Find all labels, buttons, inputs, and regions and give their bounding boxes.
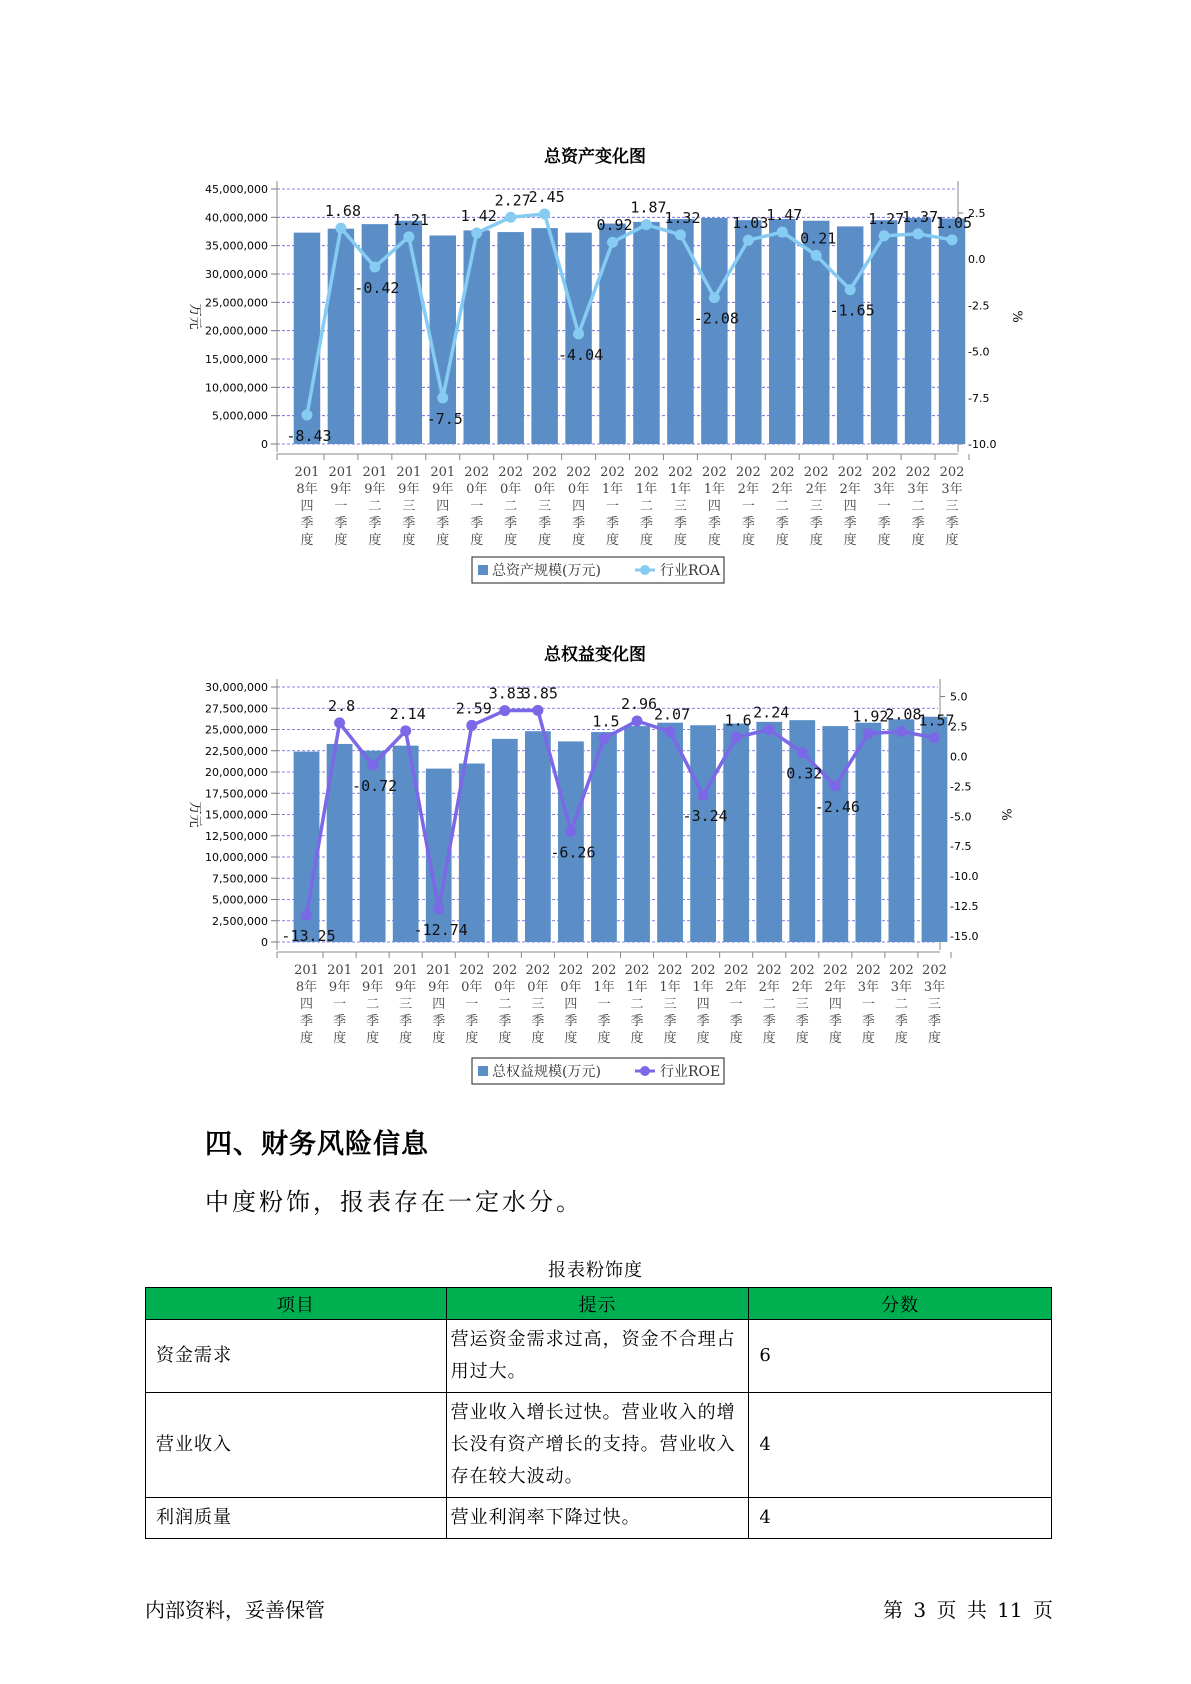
line-point (466, 720, 477, 731)
row-score: 4 (749, 1393, 1052, 1498)
left-tick-label: 25,000,000 (205, 296, 268, 310)
right-axis-unit: % (998, 808, 1013, 821)
x-tick-label: 201 9年四季度 (430, 465, 456, 548)
x-tick-label: 202 3年二季度 (905, 465, 931, 548)
left-tick-label: 45,000,000 (205, 183, 268, 196)
x-tick-label: 201 9年一季度 (328, 465, 354, 548)
line-point (403, 231, 414, 242)
x-tick-label: 202 0年三季度 (525, 963, 551, 1046)
bar (396, 221, 422, 444)
data-label: 1.5 (592, 712, 620, 731)
data-label: 3.85 (521, 684, 558, 703)
line-point (797, 747, 808, 758)
left-tick-label: 0 (261, 438, 268, 451)
line-point (929, 732, 940, 743)
legend-bar-label: 总资产规模(万元) (492, 563, 601, 579)
right-tick-label: 0.0 (950, 750, 968, 764)
x-tick-label: 201 9年三季度 (396, 465, 422, 548)
data-label: 2.45 (528, 187, 565, 206)
data-label: 2.08 (885, 705, 922, 724)
data-label: -6.26 (550, 843, 596, 862)
line-point (532, 705, 543, 716)
data-label: 1.37 (902, 207, 939, 226)
bar (905, 218, 931, 444)
header-score: 分数 (749, 1288, 1052, 1320)
data-label: -1.65 (829, 301, 875, 320)
left-tick-label: 27,500,000 (205, 702, 268, 716)
x-tick-label: 202 3年三季度 (939, 465, 965, 548)
bar (701, 218, 727, 444)
legend-line-label: 行业ROE (660, 1064, 721, 1080)
data-label: -2.08 (693, 309, 739, 328)
x-tick-label: 202 1年四季度 (690, 963, 716, 1046)
right-tick-label: -10.0 (950, 870, 979, 884)
line-point (369, 261, 380, 272)
line-point (632, 716, 643, 727)
line-point (335, 223, 346, 234)
x-tick-label: 202 3年一季度 (871, 465, 897, 548)
bar (837, 226, 863, 444)
data-label: 2.07 (654, 705, 691, 724)
right-tick-label: 5.0 (950, 690, 968, 704)
footer-page-number: 第 3 页 共 11 页 (883, 1598, 1053, 1622)
data-label: 1.57 (918, 711, 955, 730)
legend-line-label: 行业ROA (660, 563, 721, 579)
x-tick-label: 202 1年一季度 (600, 465, 625, 548)
x-tick-label: 201 9年一季度 (327, 963, 352, 1046)
line-point (947, 234, 958, 245)
x-tick-label: 202 3年三季度 (922, 963, 947, 1046)
line-point (334, 717, 345, 728)
table-row (146, 1320, 1052, 1393)
line-point (505, 212, 516, 223)
line-point (598, 733, 609, 744)
bar (459, 764, 485, 943)
data-label: 1.68 (324, 202, 361, 221)
legend-line-marker (640, 565, 650, 575)
data-label: 1.32 (664, 208, 701, 227)
bar (633, 222, 659, 444)
data-label: 1.21 (392, 210, 429, 229)
line-point (743, 235, 754, 246)
line-point (764, 724, 775, 735)
x-tick-label: 202 0年四季度 (558, 963, 584, 1046)
data-label: 2.59 (455, 699, 492, 718)
left-tick-label: 40,000,000 (205, 211, 268, 225)
line-point (499, 705, 510, 716)
data-label: 2.14 (389, 704, 426, 723)
data-label: -7.5 (426, 409, 463, 428)
risk-summary: 中度粉饰，报表存在一定水分。 (205, 1188, 583, 1216)
line-point (698, 790, 709, 801)
row-item: 营业收入 (146, 1393, 447, 1498)
bar (939, 218, 965, 444)
left-tick-label: 15,000,000 (205, 808, 268, 822)
line-point (665, 726, 676, 737)
left-tick-label: 22,500,000 (205, 744, 268, 758)
right-tick-label: -5.0 (950, 810, 972, 824)
right-tick-label: -10.0 (968, 438, 997, 451)
right-tick-label: 2.5 (968, 207, 986, 221)
x-tick-label: 202 2年四季度 (822, 963, 848, 1046)
data-label: -13.25 (281, 927, 336, 946)
x-tick-label: 202 2年三季度 (789, 963, 815, 1046)
x-tick-label: 201 9年二季度 (360, 963, 386, 1046)
left-tick-label: 5,000,000 (212, 409, 268, 423)
line-point (709, 292, 720, 303)
right-axis-unit: % (1009, 310, 1024, 323)
row-hint: 营业利润率下降过快。 (446, 1498, 749, 1539)
line-point (471, 227, 482, 238)
line-point (573, 328, 584, 339)
line-point (607, 237, 618, 248)
line-point (879, 230, 890, 241)
left-tick-label: 10,000,000 (205, 851, 268, 864)
data-label: 2.24 (753, 703, 790, 722)
line-point (863, 728, 874, 739)
data-label: 1.47 (766, 206, 803, 225)
legend-bar-label: 总权益规模(万元) (492, 1064, 601, 1080)
line-point (367, 760, 378, 771)
data-label: 2.8 (328, 696, 356, 715)
line-point (913, 228, 924, 239)
header-item: 项目 (146, 1288, 447, 1320)
left-axis-unit: 万元 (187, 801, 202, 828)
x-tick-label: 201 9年二季度 (362, 465, 388, 548)
right-tick-label: -5.0 (968, 345, 990, 359)
line-point (731, 732, 742, 743)
left-tick-label: 7,500,000 (212, 872, 268, 886)
x-tick-label: 202 1年三季度 (668, 465, 693, 548)
line-point (539, 208, 550, 219)
line-point (845, 284, 856, 295)
left-tick-label: 15,000,000 (205, 353, 268, 366)
table-header-row (146, 1288, 1052, 1320)
x-tick-label: 201 8年四季度 (294, 465, 320, 548)
data-label: -2.46 (814, 797, 860, 816)
bar (558, 741, 584, 942)
bar (525, 731, 551, 942)
bar (922, 717, 948, 942)
left-tick-label: 12,500,000 (205, 829, 268, 843)
bar (463, 230, 489, 444)
data-label: 1.87 (630, 198, 667, 217)
data-label: 1.42 (460, 206, 497, 225)
table-row (146, 1498, 1052, 1539)
line-point (830, 780, 841, 791)
bar (492, 739, 518, 942)
right-tick-label: 0.0 (968, 253, 986, 267)
line-point (400, 725, 411, 736)
bar (328, 229, 354, 444)
row-item: 利润质量 (146, 1498, 447, 1539)
x-tick-label: 202 0年二季度 (492, 963, 518, 1046)
bar (497, 232, 523, 444)
data-label: -8.43 (286, 426, 332, 445)
x-tick-label: 201 8年四季度 (294, 963, 319, 1046)
line-point (301, 409, 312, 420)
data-label: -12.74 (413, 920, 468, 939)
chart-title: 总资产变化图 (544, 147, 646, 167)
left-tick-label: 5,000,000 (212, 893, 268, 907)
bar (657, 723, 683, 942)
bar (889, 719, 915, 942)
legend-bar-swatch (478, 565, 488, 575)
data-label: -0.72 (352, 777, 398, 796)
data-label: 1.92 (852, 707, 889, 726)
x-tick-label: 202 1年三季度 (657, 963, 683, 1046)
x-tick-label: 202 0年四季度 (566, 465, 591, 548)
left-tick-label: 35,000,000 (205, 239, 268, 253)
right-tick-label: -12.5 (950, 900, 979, 914)
row-hint: 营运资金需求过高，资金不合理占用过大。 (446, 1320, 749, 1393)
chart-title: 总权益变化图 (544, 645, 646, 665)
left-tick-label: 17,500,000 (205, 787, 268, 801)
right-tick-label: 2.5 (950, 720, 968, 734)
x-tick-label: 202 2年二季度 (756, 963, 782, 1046)
bar (756, 722, 782, 942)
row-score: 4 (749, 1498, 1052, 1539)
total-assets-chart (0, 140, 1191, 600)
data-label: -0.42 (354, 278, 400, 297)
bar (855, 723, 881, 942)
line-point (433, 903, 444, 914)
data-label: -4.04 (557, 345, 604, 364)
line-point (811, 250, 822, 261)
right-tick-label: -7.5 (950, 840, 972, 854)
left-tick-label: 0 (261, 936, 268, 949)
x-tick-label: 201 9年四季度 (426, 963, 452, 1046)
footer-confidential: 内部资料，妥善保管 (145, 1598, 325, 1622)
line-point (301, 910, 312, 921)
data-label: 2.27 (494, 191, 531, 210)
table-row (146, 1393, 1052, 1498)
data-label: 1.03 (732, 214, 769, 233)
x-tick-label: 202 2年三季度 (803, 465, 829, 548)
total-equity-chart-svg (0, 638, 1191, 1090)
line-point (565, 826, 576, 837)
x-tick-label: 202 0年一季度 (459, 963, 485, 1046)
left-axis-unit: 万元 (187, 303, 202, 330)
left-tick-label: 2,500,000 (212, 914, 268, 928)
right-tick-label: -15.0 (950, 930, 979, 944)
data-label: 2.96 (620, 695, 658, 713)
x-tick-label: 202 1年二季度 (624, 963, 650, 1046)
total-equity-chart (0, 638, 1191, 1090)
x-tick-label: 202 2年二季度 (769, 465, 795, 548)
bar (624, 726, 650, 942)
right-tick-label: -7.5 (968, 391, 990, 405)
left-tick-label: 20,000,000 (205, 324, 268, 338)
window-dressing-table (145, 1287, 1052, 1539)
line-point (641, 219, 652, 230)
bar (822, 726, 848, 942)
x-tick-label: 202 1年二季度 (634, 465, 659, 548)
legend-bar-swatch (478, 1066, 488, 1076)
bar (690, 725, 716, 942)
x-tick-label: 202 2年一季度 (723, 963, 749, 1046)
left-tick-label: 30,000,000 (205, 681, 268, 694)
left-tick-label: 10,000,000 (205, 381, 268, 395)
x-tick-label: 202 2年一季度 (735, 465, 761, 548)
section-title: 四、财务风险信息 (205, 1129, 429, 1160)
data-label: 3.83 (488, 684, 525, 703)
data-label: 0.32 (786, 764, 823, 783)
data-label: -3.24 (682, 807, 728, 826)
left-tick-label: 25,000,000 (205, 723, 268, 737)
left-tick-label: 20,000,000 (205, 766, 268, 779)
data-label: 1.27 (868, 209, 905, 228)
line-point (896, 726, 907, 737)
bar (769, 219, 795, 444)
right-tick-label: -2.5 (950, 780, 972, 794)
table-caption: 报表粉饰度 (548, 1260, 643, 1281)
line-point (675, 229, 686, 240)
x-tick-label: 202 3年一季度 (855, 963, 881, 1046)
left-tick-label: 30,000,000 (205, 268, 268, 281)
x-tick-label: 202 2年四季度 (837, 465, 863, 548)
data-label: 0.92 (596, 216, 633, 235)
right-tick-label: -2.5 (968, 299, 990, 313)
row-item: 资金需求 (146, 1320, 447, 1393)
x-tick-label: 201 9年三季度 (393, 963, 419, 1046)
line-point (777, 227, 788, 238)
x-tick-label: 202 0年二季度 (498, 465, 524, 548)
line-point (437, 392, 448, 403)
row-score: 6 (749, 1320, 1052, 1393)
data-label: 1.05 (935, 213, 973, 232)
data-label: 1.6 (724, 711, 752, 730)
bar (599, 224, 625, 444)
total-assets-chart-svg (0, 140, 1191, 600)
x-tick-label: 202 1年四季度 (701, 465, 727, 548)
data-label: 0.21 (800, 229, 837, 248)
x-tick-label: 202 1年一季度 (591, 963, 617, 1046)
row-hint: 营业收入增长过快。营业收入的增长没有资产增长的支持。营业收入存在较大波动。 (446, 1393, 749, 1498)
x-tick-label: 202 3年二季度 (889, 963, 914, 1046)
header-hint: 提示 (446, 1288, 749, 1320)
bar (531, 228, 557, 444)
x-tick-label: 202 0年三季度 (532, 465, 558, 548)
legend-line-marker (640, 1066, 650, 1076)
x-tick-label: 202 0年一季度 (464, 465, 490, 548)
